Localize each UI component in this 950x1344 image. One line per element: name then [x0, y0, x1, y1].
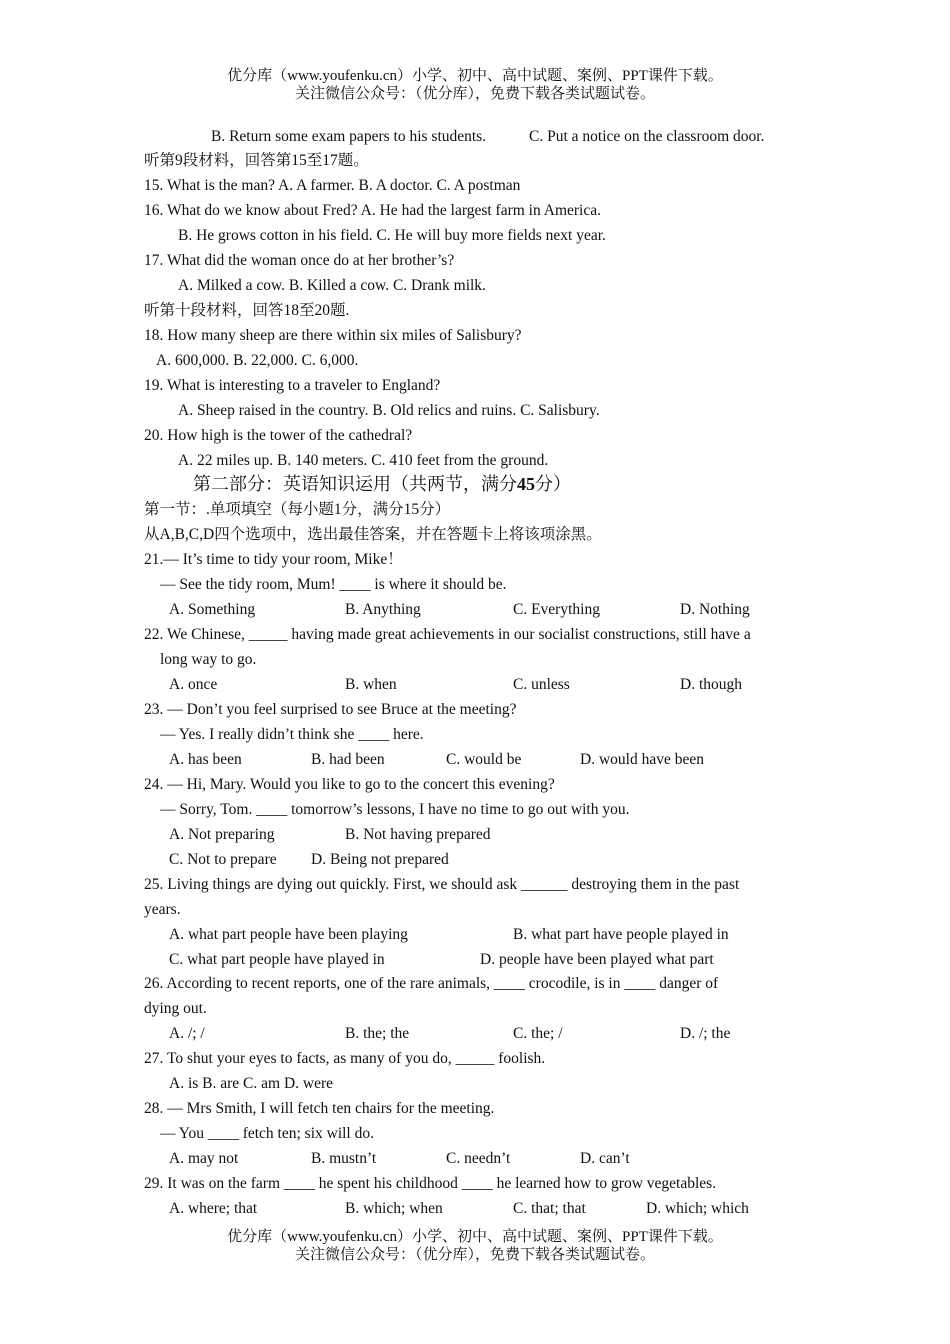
q21-option-c: C. Everything — [513, 601, 600, 618]
q24-option-a: A. Not preparing — [169, 826, 275, 843]
q16-stem: 16. What do we know about Fred? A. He had the largest farm in America. — [144, 202, 601, 219]
q23-line2: — Yes. I really didn’t think she ____ here. — [160, 726, 424, 743]
part10-instruction: 听第十段材料，回答18至20题. — [144, 302, 350, 319]
q20-options: A. 22 miles up. B. 140 meters. C. 410 feet from the ground. — [178, 452, 549, 469]
q29-option-d: D. which; which — [646, 1200, 749, 1217]
q14-option-b: B. Return some exam papers to his students. — [211, 128, 487, 145]
q28-option-d: D. can’t — [580, 1150, 630, 1167]
q20-stem: 20. How high is the tower of the cathedral? — [144, 427, 413, 444]
part9-instruction: 听第9段材料，回答第15至17题。 — [144, 152, 369, 169]
q23-line1: 23. — Don’t you feel surprised to see Bruce at the meeting? — [144, 701, 517, 718]
q23-option-d: D. would have been — [580, 751, 704, 768]
q21-option-b: B. Anything — [345, 601, 421, 618]
q17-options: A. Milked a cow. B. Killed a cow. C. Drank milk. — [178, 277, 486, 294]
page-footer-line1: 优分库（www.youfenku.cn）小学、初中、高中试题、案例、PPT课件下载。 — [227, 1229, 723, 1245]
q25-line2: years. — [144, 901, 181, 918]
q25-option-b: B. what part have people played in — [513, 926, 729, 943]
q22-option-b: B. when — [345, 676, 397, 693]
q26-line1: 26. According to recent reports, one of the rare animals, ____ crocodile, is in ____ danger of — [144, 975, 719, 992]
q29-line1: 29. It was on the farm ____ he spent his childhood ____ he learned how to grow vegetables. — [144, 1175, 717, 1192]
section2-score: 45 — [517, 474, 535, 494]
q24-option-c: C. Not to prepare — [169, 851, 277, 868]
q29-option-c: C. that; that — [513, 1200, 586, 1217]
q15: 15. What is the man? A. A farmer. B. A doctor. C. A postman — [144, 177, 521, 194]
q24-option-d: D. Being not prepared — [311, 851, 449, 868]
q14-option-c: C. Put a notice on the classroom door. — [529, 128, 765, 145]
q22-option-a: A. once — [169, 676, 218, 693]
q21-line1: 21.— It’s time to tidy your room, Mike！ — [144, 551, 403, 568]
q16-options-bc: B. He grows cotton in his field. C. He will buy more fields next year. — [178, 227, 606, 244]
q28-line1: 28. — Mrs Smith, I will fetch ten chairs for the meeting. — [144, 1100, 495, 1117]
q22-option-c: C. unless — [513, 676, 570, 693]
section1-instructions: 从A,B,C,D四个选项中，选出最佳答案，并在答题卡上将该项涂黑。 — [144, 526, 602, 543]
page-footer-line2: 关注微信公众号：（优分库），免费下载各类试题试卷。 — [294, 1247, 655, 1263]
q22-line2: long way to go. — [160, 651, 257, 668]
q28-option-c: C. needn’t — [446, 1150, 511, 1167]
q17-stem: 17. What did the woman once do at her brother’s? — [144, 252, 455, 269]
q23-option-a: A. has been — [169, 751, 242, 768]
q27-options: A. is B. are C. am D. were — [169, 1075, 333, 1092]
q26-option-a: A. /; / — [169, 1025, 205, 1042]
q27-line1: 27. To shut your eyes to facts, as many of you do, _____ foolish. — [144, 1050, 546, 1067]
q26-option-b: B. the; the — [345, 1025, 410, 1042]
q22-option-d: D. though — [680, 676, 742, 693]
section1-title: 第一节：.单项填空（每小题1分，满分15分） — [144, 501, 451, 518]
q19-options: A. Sheep raised in the country. B. Old relics and ruins. C. Salisbury. — [178, 402, 600, 419]
q29-option-b: B. which; when — [345, 1200, 443, 1217]
q28-option-b: B. mustn’t — [311, 1150, 377, 1167]
q24-option-b: B. Not having prepared — [345, 826, 491, 843]
page-header-line1: 优分库（www.youfenku.cn）小学、初中、高中试题、案例、PPT课件下载。 — [227, 68, 723, 84]
q21-line2: — See the tidy room, Mum! ____ is where it should be. — [160, 576, 507, 593]
q25-line1: 25. Living things are dying out quickly. First, we should ask ______ destroying them in the past — [144, 876, 740, 893]
q21-option-d: D. Nothing — [680, 601, 750, 618]
q19-stem: 19. What is interesting to a traveler to England? — [144, 377, 441, 394]
q25-option-d: D. people have been played what part — [480, 951, 714, 968]
q25-option-a: A. what part people have been playing — [169, 926, 408, 943]
q26-line2: dying out. — [144, 1000, 207, 1017]
q24-line2: — Sorry, Tom. ____ tomorrow’s lessons, I have no time to go out with you. — [160, 801, 630, 818]
q21-option-a: A. Something — [169, 601, 256, 618]
page-header-line2: 关注微信公众号：（优分库），免费下载各类试题试卷。 — [294, 86, 655, 102]
q26-option-c: C. the; / — [513, 1025, 563, 1042]
q28-line2: — You ____ fetch ten; six will do. — [160, 1125, 374, 1142]
q22-line1: 22. We Chinese, _____ having made great achievements in our socialist constructions, still have a — [144, 626, 751, 643]
q29-option-a: A. where; that — [169, 1200, 258, 1217]
section2-title-pre: 第二部分：英语知识运用（共两节，满分 — [193, 474, 517, 494]
q23-option-c: C. would be — [446, 751, 522, 768]
section2-title — [193, 474, 571, 494]
q25-option-c: C. what part people have played in — [169, 951, 385, 968]
q26-option-d: D. /; the — [680, 1025, 731, 1042]
q28-option-a: A. may not — [169, 1150, 239, 1167]
q18-stem: 18. How many sheep are there within six miles of Salisbury? — [144, 327, 522, 344]
section2-title-post: 分） — [535, 474, 571, 494]
q18-options: A. 600,000. B. 22,000. C. 6,000. — [156, 352, 359, 369]
q23-option-b: B. had been — [311, 751, 385, 768]
q24-line1: 24. — Hi, Mary. Would you like to go to the concert this evening? — [144, 776, 555, 793]
